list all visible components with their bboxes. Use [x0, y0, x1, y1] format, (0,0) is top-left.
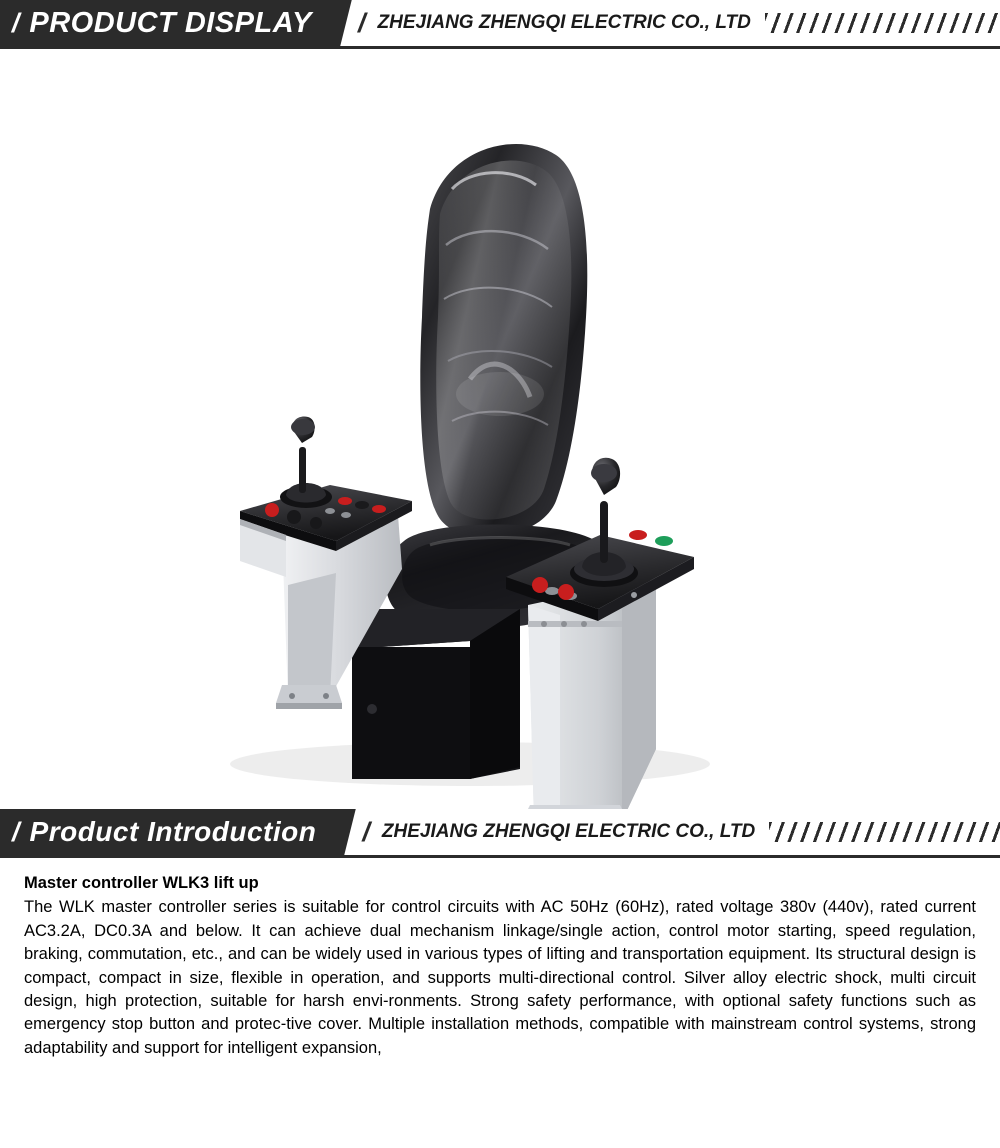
- slash-icon: /: [362, 816, 370, 847]
- product-name-heading: Master controller WLK3 lift up: [24, 874, 259, 892]
- banner-title-block: [0, 809, 356, 855]
- company-name: ZHEJIANG ZHENGQI ELECTRIC CO., LTD: [381, 821, 756, 842]
- banner-subtitle-block: [350, 809, 1000, 855]
- banner-subtitle-block: [346, 0, 1000, 46]
- product-description: The WLK master controller series is suitable for control circuits with AC 50Hz (60Hz), rated voltage 380v (440v), rated current AC3.2A, DC0.3A and below. It can achieve dual mechanism linkage/single action, control motor starting, speed regulation, braking, commutation, etc., and can be widely used in various types of lifting and transportation equipment. Its structural design is compact, compact in size, flexible in operation, and supports multi-directional control. Silver alloy electric shock, multi circuit design, high protection, suitable for harsh envi-ronments. Strong safety performance, with optional safety functions such as emergency stop button and protec-tive cover. Multiple installation methods, compatible with mainstream control systems, strong adaptability and support for intelligent expansion,: [24, 898, 976, 1057]
- product-photo: [0, 49, 1000, 809]
- slash-icon: /: [11, 816, 20, 847]
- product-introduction-text: [0, 858, 1000, 1060]
- banner-title-block: [0, 0, 352, 46]
- page-title: PRODUCT DISPLAY: [29, 6, 313, 39]
- section-title: Product Introduction: [29, 816, 317, 847]
- hatch-pattern-decoration: [765, 13, 1000, 33]
- hatch-pattern-decoration: [769, 822, 1000, 842]
- slash-icon: /: [358, 7, 366, 38]
- slash-icon: /: [11, 7, 20, 38]
- company-name: ZHEJIANG ZHENGQI ELECTRIC CO., LTD: [377, 12, 751, 33]
- product-photo-illustration: [0, 49, 1000, 809]
- product-introduction-banner: [0, 809, 1000, 855]
- product-display-banner: [0, 0, 1000, 46]
